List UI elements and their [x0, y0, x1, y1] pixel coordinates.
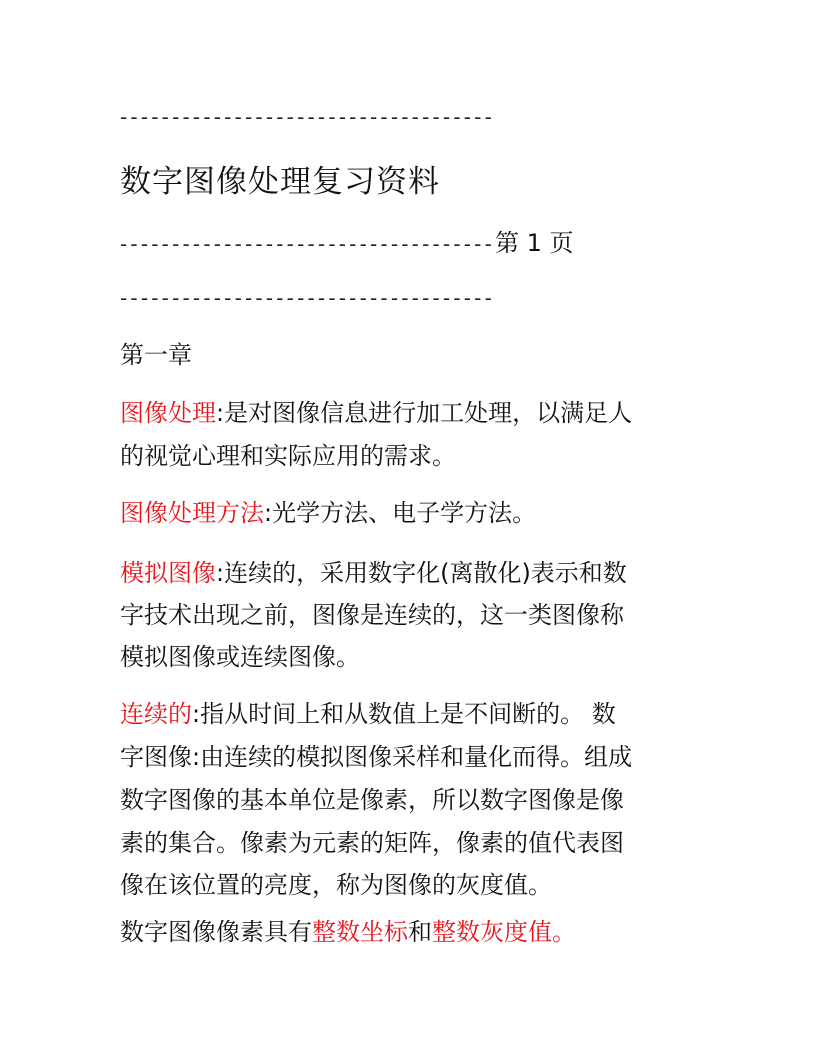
paragraph-line	[120, 398, 632, 428]
paragraph-text: :光学方法、电子学方法。	[264, 499, 537, 527]
paragraph-text: 数字图像像素具有	[120, 918, 312, 946]
paragraph-line: 字技术出现之前，图像是连续的，这一类图像称	[120, 601, 624, 629]
separator-line: ------------------------------------	[120, 286, 496, 310]
paragraph-text: 和	[408, 918, 432, 946]
term-highlight: 图像处理方法	[120, 499, 264, 527]
term-highlight: 图像处理	[120, 399, 216, 427]
paragraph-line	[120, 699, 616, 729]
paragraph-text: :连续的，采用数字化(离散化)表示和数	[216, 559, 627, 587]
paragraph-line: 的视觉心理和实际应用的需求。	[120, 442, 456, 470]
term-highlight: 连续的	[120, 700, 192, 728]
paragraph-line	[120, 498, 536, 528]
paragraph-line	[120, 558, 627, 588]
term-highlight: 模拟图像	[120, 559, 216, 587]
chapter-heading: 第一章	[120, 341, 192, 369]
paragraph-line	[120, 917, 576, 947]
paragraph-text: :指从时间上和从数值上是不间断的。 数	[192, 700, 616, 728]
paragraph-line: 字图像:由连续的模拟图像采样和量化而得。组成	[120, 743, 633, 771]
document-title: 数字图像处理复习资料	[120, 164, 440, 200]
page-number: 第 1 页	[495, 229, 574, 257]
page-header	[120, 228, 574, 259]
separator-line: ------------------------------------	[120, 105, 496, 129]
paragraph-line: 素的集合。像素为元素的矩阵，像素的值代表图	[120, 829, 624, 857]
paragraph-text: :是对图像信息进行加工处理，以满足人	[216, 399, 633, 427]
paragraph-line: 数字图像的基本单位是像素，所以数字图像是像	[120, 786, 624, 814]
term-highlight: 整数灰度值。	[432, 918, 576, 946]
term-highlight: 整数坐标	[312, 918, 408, 946]
paragraph-line: 像在该位置的亮度，称为图像的灰度值。	[120, 871, 552, 899]
paragraph-line: 模拟图像或连续图像。	[120, 643, 360, 671]
separator-line: ------------------------------------	[120, 232, 496, 256]
